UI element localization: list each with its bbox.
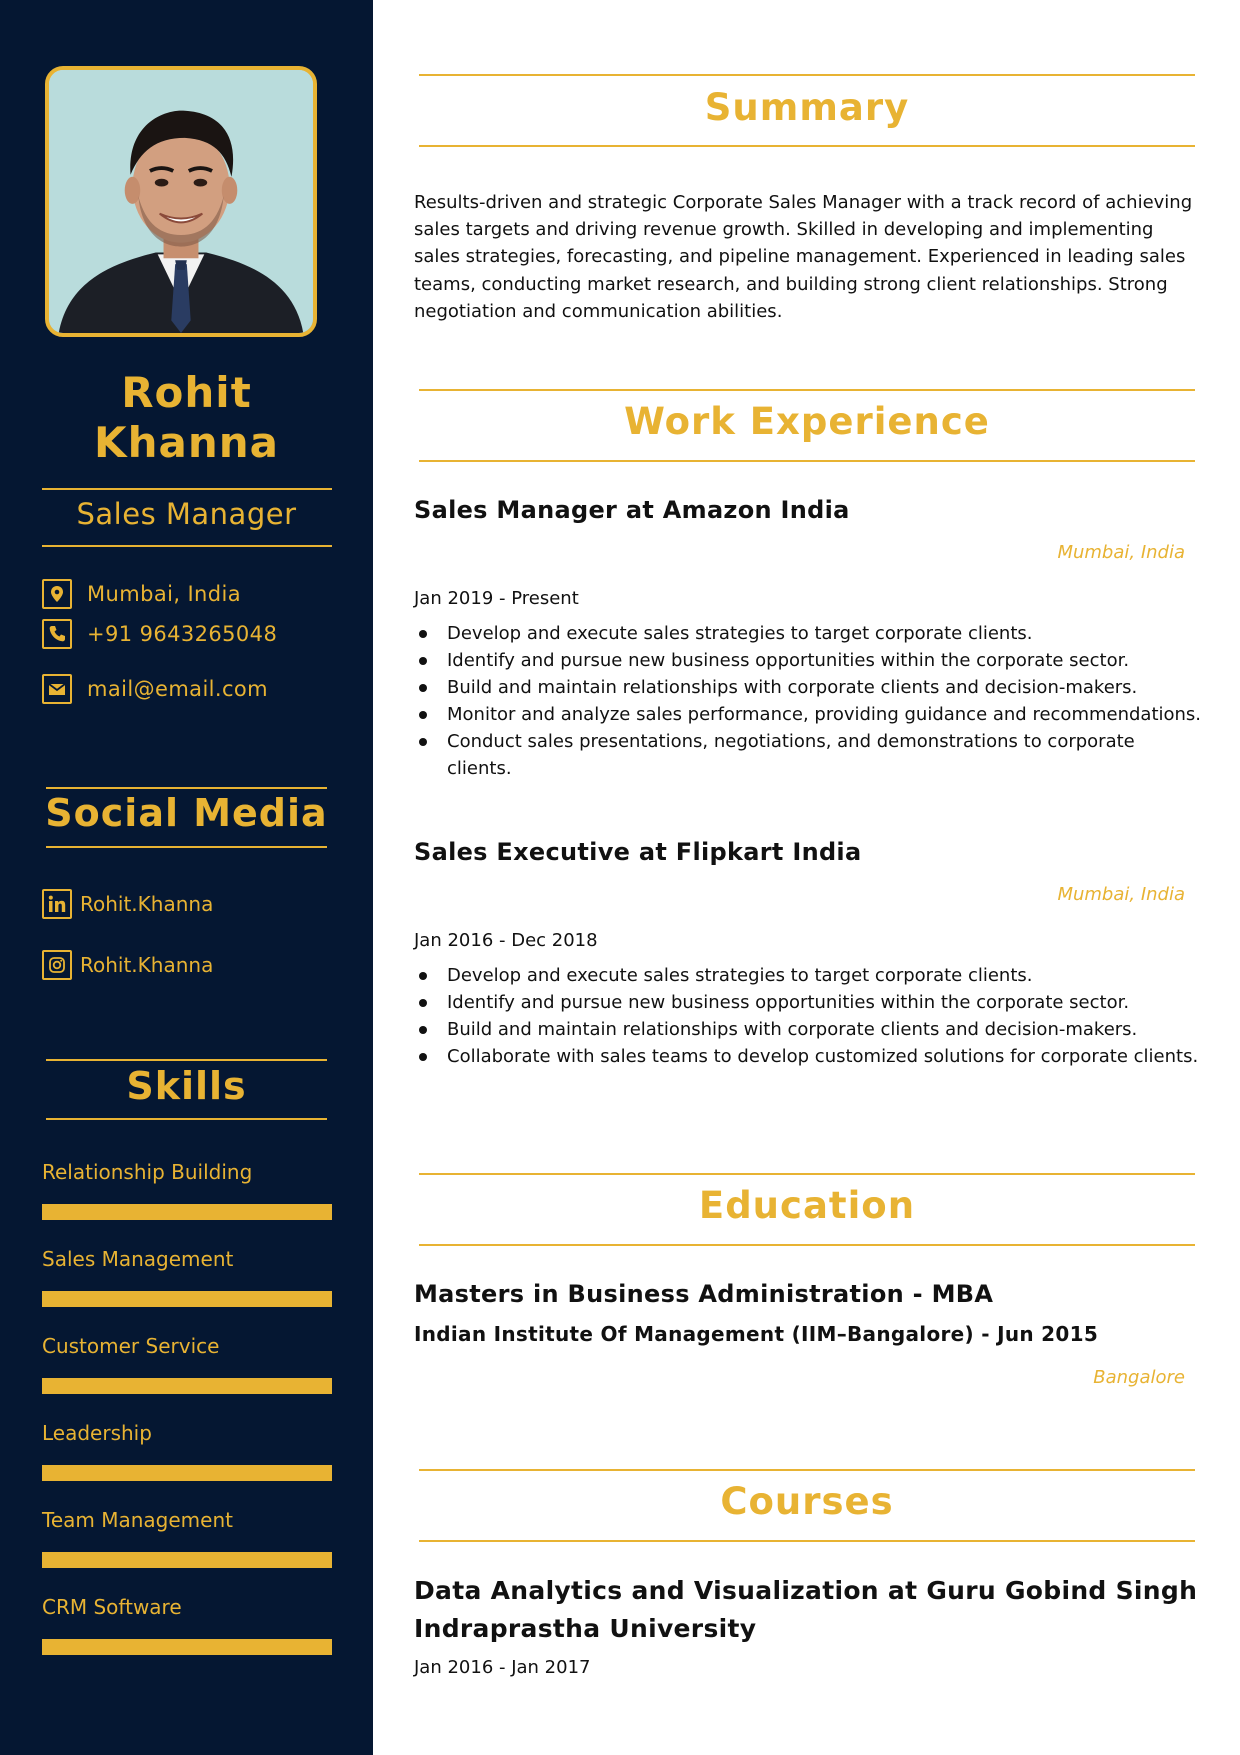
job-bullets <box>414 962 1204 1070</box>
skill-bar <box>42 1465 332 1481</box>
divider <box>46 1059 327 1061</box>
social-heading: Social Media <box>45 791 328 835</box>
list-item: Develop and execute sales strategies to target corporate clients. <box>414 962 1204 989</box>
job-role: Sales Manager <box>76 497 297 531</box>
institution-name: Indian Institute Of Management (IIM–Bangalore) - Jun 2015 <box>414 1322 1099 1346</box>
job-title: Sales Manager at Amazon India <box>414 496 850 524</box>
phone-icon <box>42 619 72 649</box>
skill-item <box>42 1508 332 1568</box>
skill-bar-fill <box>42 1291 332 1307</box>
education-location: Bangalore <box>1093 1367 1185 1388</box>
social-linkedin[interactable] <box>42 889 213 919</box>
skill-bar <box>42 1552 332 1568</box>
contact-phone <box>42 617 277 651</box>
divider <box>42 545 332 547</box>
list-item: Develop and execute sales strategies to target corporate clients. <box>414 620 1204 647</box>
skill-label: Sales Management <box>42 1247 234 1271</box>
divider <box>46 787 327 789</box>
skill-label: CRM Software <box>42 1595 182 1619</box>
summary-heading: Summary <box>704 86 910 129</box>
skill-bar <box>42 1378 332 1394</box>
divider <box>42 488 332 490</box>
section-rule <box>419 1469 1195 1471</box>
experience-heading: Work Experience <box>624 400 990 443</box>
skill-bar-fill <box>42 1378 332 1394</box>
sidebar <box>0 0 373 1755</box>
email-text[interactable]: mail@email.com <box>87 677 269 701</box>
skill-label: Leadership <box>42 1421 152 1445</box>
skill-item <box>42 1160 332 1220</box>
list-item: Build and maintain relationships with corporate clients and decision-makers. <box>414 674 1204 701</box>
section-rule <box>419 460 1195 462</box>
main-content <box>373 0 1240 1755</box>
skill-bar-fill <box>42 1552 332 1568</box>
linkedin-handle[interactable]: Rohit.Khanna <box>80 892 214 916</box>
job-location: Mumbai, India <box>1057 884 1185 905</box>
person-illustration <box>49 70 313 333</box>
phone-text[interactable]: +91 9643265048 <box>87 622 278 646</box>
list-item: Identify and pursue new business opportunities within the corporate sector. <box>414 647 1204 674</box>
course-title: Data Analytics and Visualization at Guru Gobind Singh Indraprastha University <box>414 1576 1198 1643</box>
section-rule <box>419 1244 1195 1246</box>
skill-label: Customer Service <box>42 1334 220 1358</box>
skill-bar-fill <box>42 1465 332 1481</box>
skill-item <box>42 1247 332 1307</box>
job-title: Sales Executive at Flipkart India <box>414 838 862 866</box>
summary-text: Results-driven and strategic Corporate Sales Manager with a track record of achieving sales targets and driving revenue growth. Skilled in developing and implementing sales strategies, forecasting, and pipeline management. Experienced in leading sales teams, conducting market research, and building strong client relationships. Strong negotiation and communication abilities. <box>414 192 1193 322</box>
section-rule <box>419 74 1195 76</box>
divider <box>46 1118 327 1120</box>
skill-label: Relationship Building <box>42 1160 253 1184</box>
skill-item <box>42 1421 332 1481</box>
degree-title: Masters in Business Administration - MBA <box>414 1280 994 1308</box>
last-name: Khanna <box>94 418 279 467</box>
job-location: Mumbai, India <box>1057 542 1185 563</box>
instagram-handle[interactable]: Rohit.Khanna <box>80 953 214 977</box>
list-item: Build and maintain relationships with corporate clients and decision-makers. <box>414 1016 1204 1043</box>
map-pin-icon <box>42 579 72 609</box>
section-rule <box>419 1540 1195 1542</box>
person-name <box>0 368 373 468</box>
list-item: Monitor and analyze sales performance, providing guidance and recommendations. <box>414 701 1204 728</box>
profile-photo <box>45 66 317 337</box>
job-bullets <box>414 620 1204 782</box>
course-dates: Jan 2016 - Jan 2017 <box>414 1657 591 1678</box>
section-rule <box>419 1173 1195 1175</box>
job-dates: Jan 2019 - Present <box>414 588 579 609</box>
instagram-icon <box>42 950 72 980</box>
skill-bar <box>42 1204 332 1220</box>
list-item: Identify and pursue new business opportunities within the corporate sector. <box>414 989 1204 1016</box>
list-item: Conduct sales presentations, negotiations, and demonstrations to corporate clients. <box>414 728 1204 782</box>
section-rule <box>419 389 1195 391</box>
skill-item <box>42 1334 332 1394</box>
divider <box>46 846 327 848</box>
courses-heading: Courses <box>720 1480 894 1523</box>
skills-heading: Skills <box>126 1064 247 1108</box>
education-heading: Education <box>698 1184 916 1227</box>
skill-item <box>42 1595 332 1655</box>
first-name: Rohit <box>121 368 252 417</box>
skill-bar-fill <box>42 1639 332 1655</box>
linkedin-icon <box>42 889 72 919</box>
social-instagram[interactable] <box>42 950 213 980</box>
skill-bar <box>42 1291 332 1307</box>
location-text: Mumbai, India <box>87 582 242 606</box>
skill-bar-fill <box>42 1204 332 1220</box>
list-item: Collaborate with sales teams to develop customized solutions for corporate clients. <box>414 1043 1204 1070</box>
job-dates: Jan 2016 - Dec 2018 <box>414 930 598 951</box>
section-rule <box>419 145 1195 147</box>
skill-bar <box>42 1639 332 1655</box>
skill-label: Team Management <box>42 1508 233 1532</box>
mail-icon <box>42 674 72 704</box>
contact-email <box>42 672 268 706</box>
contact-location <box>42 577 241 611</box>
